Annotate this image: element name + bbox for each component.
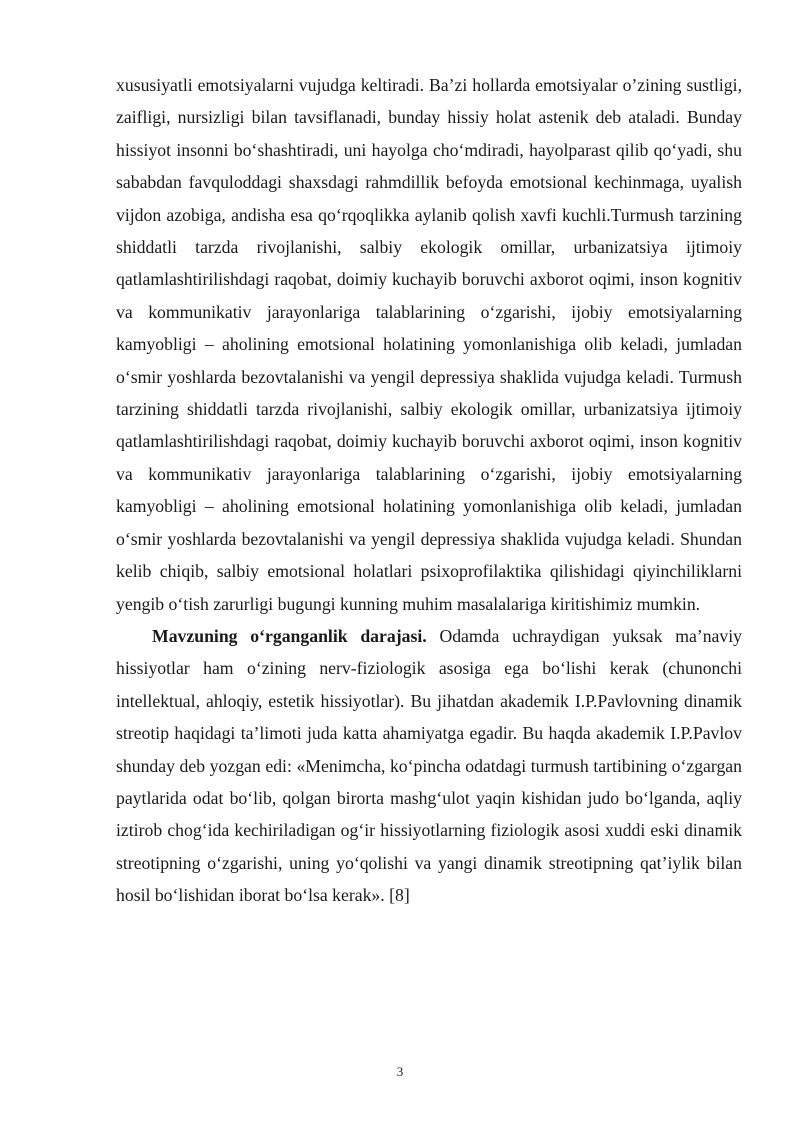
section-heading: Mavzuning o‘rganganlik darajasi. — [152, 625, 427, 646]
page-number: 3 — [396, 1064, 404, 1079]
body-paragraph-with-heading — [116, 620, 742, 912]
body-paragraph: xususiyatli emotsiyalarni vujudga keltiradi. Ba’zi hollarda emotsiyalar o’zining sustligi, zaifligi, nursizligi bilan tavsiflanadi, bunday hissiy holat astenik deb ataladi. Bunday hissiyot insonni bo‘shashtiradi, uni hayolga cho‘mdiradi, hayolparast qilib qo‘yadi, shu sababdan favquloddagi shaxsdagi rahmdillik befoyda emotsional kechinmaga, uyalish vijdon azobiga, andisha esa qo‘rqoqlikka aylanib qolish xavfi kuchli.Turmush tarzining shiddatli tarzda rivojlanishi, salbiy ekologik omillar, urbanizatsiya ijtimoiy qatlamlashtirilishdagi raqobat, doimiy kuchayib boruvchi axborot oqimi, inson kognitiv va kommunikativ jarayonlariga talablarining o‘zgarishi, ijobiy emotsiyalarning kamyobligi – aholining emotsional holatining yomonlanishiga olib keladi, jumladan o‘smir yoshlarda bezovtalanishi va yengil depressiya shaklida vujudga keladi. Turmush tarzining shiddatli tarzda rivojlanishi, salbiy ekologik omillar, urbanizatsiya ijtimoiy qatlamlashtirilishdagi raqobat, doimiy kuchayib boruvchi axborot oqimi, inson kognitiv va kommunikativ jarayonlariga talablarining o‘zgarishi, ijobiy emotsiyalarning kamyobligi – aholining emotsional holatining yomonlanishiga olib keladi, jumladan o‘smir yoshlarda bezovtalanishi va yengil depressiya shaklida vujudga keladi. Shundan kelib chiqib, salbiy emotsional holatlari psixoprofilaktika qilishidagi qiyinchiliklarni yengib o‘tish zarurligi bugungi kunning muhim masalalariga kiritishimiz mumkin. — [116, 75, 742, 614]
section-paragraph-text: Odamda uchraydigan yuksak ma’naviy hissiyotlar ham o‘zining nerv-fiziologik asosiga ega bo‘lishi kerak (chunonchi intellektual, ahloqiy, estetik hissiyotlar). Bu jihatdan akademik I.P.Pavlovning dinamik streotip haqidagi ta’limoti juda katta ahamiyatga egadir. Bu haqda akademik I.P.Pavlov shunday deb yozgan edi: «Menimcha, ko‘pincha odatdagi turmush tartibining o‘zgargan paytlarida odat bo‘lib, qolgan birorta mashg‘ulot yaqin kishidan judo bo‘lganda, aqliy iztirob chog‘ida kechiriladigan og‘ir hissiyotlarning fiziologik asosi xuddi eski dinamik streotipning o‘zgarishi, uning yo‘qolishi va yangi dinamik streotipning qat’iylik bilan hosil bo‘lishidan iborat bo‘lsa kerak». [8] — [116, 625, 742, 906]
